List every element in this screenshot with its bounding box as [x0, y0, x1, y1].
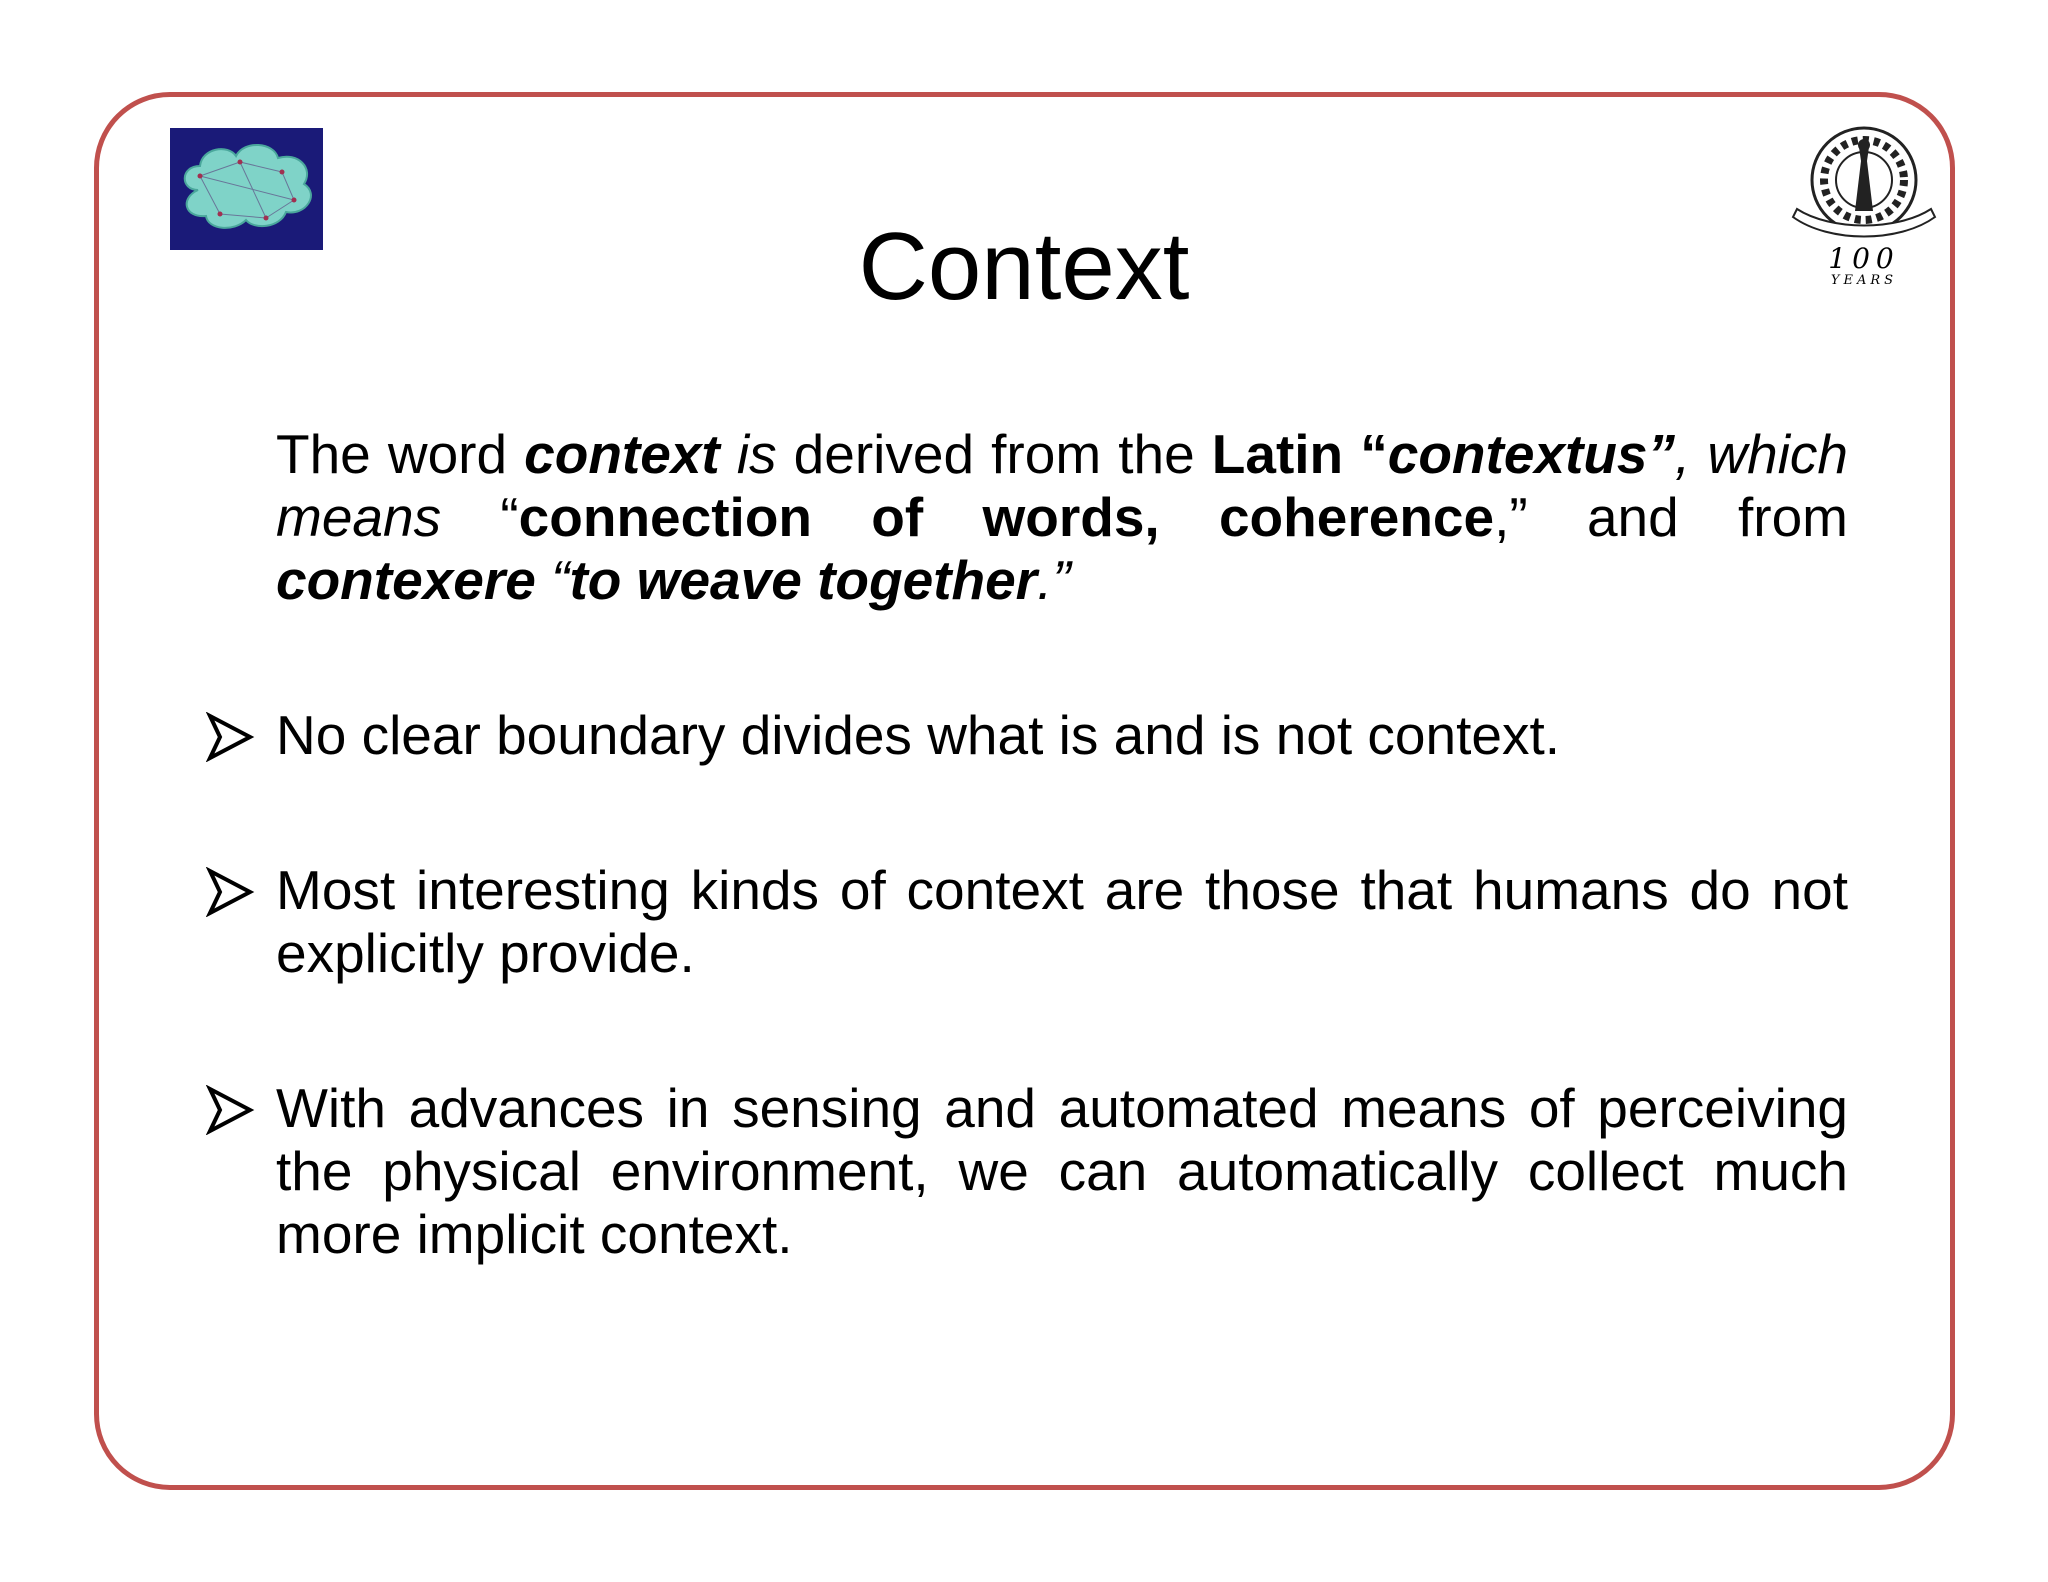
slide-title: Context [858, 213, 1190, 320]
bullet-item-2: Most interesting kinds of context are those that humans do not explicitly provide. [276, 859, 1848, 984]
centenary-caption: YEARS [1830, 273, 1898, 288]
arrow-bullet-icon [206, 712, 256, 762]
intro-paragraph: The word context is derived from the Latin “contextus”, which means “connection of words, coherence,” and from contexere “to weave together.” [276, 423, 1848, 611]
bullet-item-3: With advances in sensing and automated means of perceiving the physical environment, we can automatically collect much more implicit context. [276, 1077, 1848, 1265]
arrow-bullet-icon [206, 867, 256, 917]
arrow-bullet-icon [206, 1085, 256, 1135]
bullet-item-1: No clear boundary divides what is and is not context. [276, 704, 1561, 766]
centenary-number: 100 [1828, 242, 1900, 275]
